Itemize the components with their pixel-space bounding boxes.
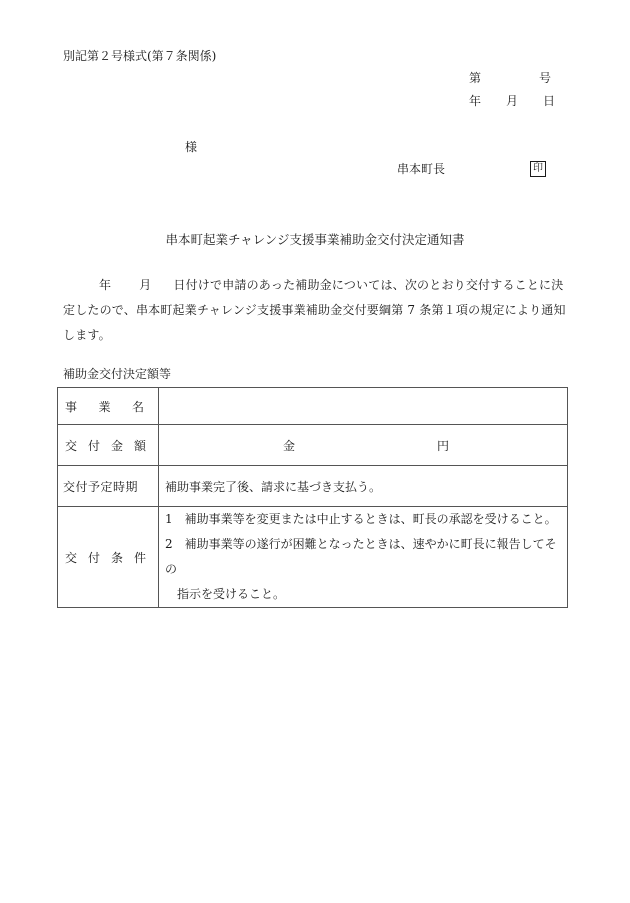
label-char: 額 — [133, 438, 146, 453]
body-line-1-text: 日付けで申請のあった補助金については、次のとおり交付することに決 — [173, 278, 564, 292]
issuer-title: 串本町長 — [397, 162, 446, 176]
label-char: 名 — [131, 399, 144, 414]
label-char: 事 — [65, 399, 78, 414]
table-row-payment-timing — [58, 466, 568, 507]
value-grant-amount — [159, 425, 568, 466]
condition-item-2 — [165, 532, 567, 582]
label-char: 件 — [133, 550, 146, 565]
form-label: 別記第２号様式(第７条関係) — [63, 49, 217, 63]
body-line-1 — [63, 273, 568, 298]
condition-item-2-continued: 指示を受けること。 — [177, 587, 286, 601]
date-year-label: 年 — [469, 94, 482, 108]
condition-text: 補助事業等の遂行が困難となったときは、速やかに町長に報告してその — [165, 537, 557, 576]
value-project-name — [159, 388, 568, 425]
doc-number-suffix: 号 — [539, 71, 552, 85]
recipient-honorific: 様 — [185, 140, 198, 154]
table-row-project-name — [58, 388, 568, 425]
condition-item-1 — [165, 507, 567, 532]
table-row-conditions — [58, 507, 568, 608]
label-conditions — [58, 507, 159, 608]
label-char: 業 — [98, 399, 111, 414]
body-paragraph — [63, 273, 568, 348]
label-char: 交 — [65, 550, 78, 565]
value-payment-timing: 補助事業完了後、請求に基づき支払う。 — [159, 466, 568, 507]
document-title: 串本町起業チャレンジ支援事業補助金交付決定通知書 — [165, 232, 465, 247]
table-row-grant-amount — [58, 425, 568, 466]
condition-number: 1 — [165, 512, 173, 526]
body-line-2: 定したので、串本町起業チャレンジ支援事業補助金交付要綱第 7 条第１項の規定により通知 — [63, 303, 566, 317]
amount-prefix: 金 — [283, 439, 296, 453]
label-char: 条 — [110, 550, 123, 565]
body-line-3: します。 — [63, 328, 111, 342]
decision-table — [57, 387, 568, 608]
label-char: 付 — [87, 550, 100, 565]
date-day-label: 日 — [543, 94, 556, 108]
label-project-name — [58, 388, 159, 425]
value-conditions — [159, 507, 568, 608]
label-grant-amount — [58, 425, 159, 466]
label-char: 付 — [87, 438, 100, 453]
body-year-label: 年 — [99, 278, 112, 292]
condition-text: 補助事業等を変更または中止するときは、町長の承認を受けること。 — [184, 512, 557, 526]
condition-number: 2 — [165, 537, 173, 551]
doc-number-prefix: 第 — [469, 71, 482, 85]
section-heading: 補助金交付決定額等 — [63, 367, 172, 381]
label-char: 交 — [65, 438, 78, 453]
seal-mark: 印 — [530, 161, 546, 177]
amount-suffix: 円 — [437, 439, 450, 453]
body-month-label: 月 — [139, 278, 152, 292]
date-month-label: 月 — [506, 94, 519, 108]
label-char: 金 — [110, 438, 123, 453]
label-payment-timing: 交付予定時期 — [58, 466, 159, 507]
